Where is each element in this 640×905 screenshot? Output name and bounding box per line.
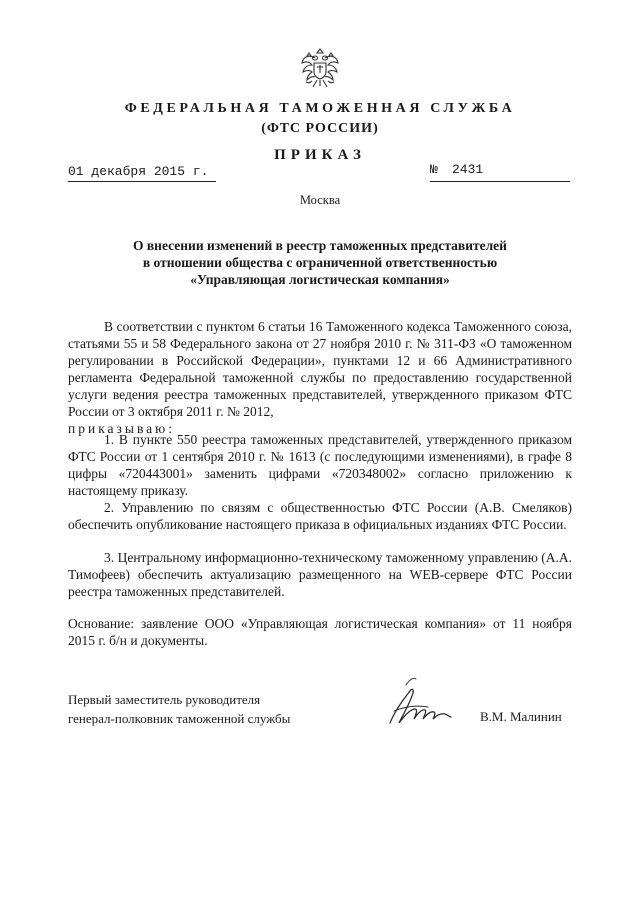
signer-position <box>68 690 290 728</box>
order-number-field <box>430 162 570 182</box>
agency-name: ФЕДЕРАЛЬНАЯ ТАМОЖЕННАЯ СЛУЖБА <box>124 101 516 116</box>
agency-abbreviation: (ФТС РОССИИ) <box>261 121 379 136</box>
basis-text: Основание: заявление ООО «Управляющая логистическая компания» от 11 ноября 2015 г. б/н и документы. <box>68 616 572 648</box>
handwritten-signature <box>384 675 472 735</box>
double-headed-eagle-emblem-icon <box>295 43 345 93</box>
item-1-text: 1. В пункте 550 реестра таможенных представителей, утвержденного приказом ФТС России от 1 сентября 2010 г. № 1613 (с последующими изменениями), в графе 8 цифры «720443001» заменить цифрами «720348002» согласно приложению к настоящему приказу. <box>68 432 572 498</box>
basis-paragraph <box>68 615 572 649</box>
title-line-3: «Управляющая логистическая компания» <box>190 272 450 287</box>
title-line-2: в отношении общества с ограниченной ответственностью <box>142 255 498 270</box>
issue-city: Москва <box>299 193 341 207</box>
signer-name: В.М. Малинин <box>480 709 562 724</box>
preamble-paragraph <box>68 318 572 437</box>
order-verb: приказываю: <box>68 421 175 436</box>
signer-position-line-1: Первый заместитель руководителя <box>68 692 261 707</box>
order-item-3 <box>68 549 572 600</box>
order-date: 01 декабря 2015 г. <box>68 164 216 182</box>
order-item-1 <box>68 431 572 499</box>
order-item-2 <box>68 499 572 533</box>
order-number: 2431 <box>452 162 484 177</box>
number-sign: № <box>430 162 438 177</box>
item-2-text: 2. Управлению по связям с общественностью ФТС России (А.В. Смеляков) обеспечить опубликование настоящего приказа в официальных изданиях ФТС России. <box>68 500 572 532</box>
document-type: ПРИКАЗ <box>274 147 366 163</box>
order-title <box>100 237 540 288</box>
title-line-1: О внесении изменений в реестр таможенных представителей <box>133 238 507 253</box>
signer-position-line-2: генерал-полковник таможенной службы <box>68 711 291 726</box>
item-3-text: 3. Центральному информационно-техническому таможенному управлению (А.А. Тимофеев) обеспечить актуализацию размещенного на WEB-сервере ФТС России реестра таможенных представителей. <box>68 550 572 599</box>
preamble-text: В соответствии с пунктом 6 статьи 16 Таможенного кодекса Таможенного союза, статьями 55 и 58 Федерального закона от 27 ноября 2010 г. № 311-ФЗ «О таможенном регулировании в Российской Федерации», пунктами 12 и 66 Административного регламента Федеральной таможенной службы по предоставлению государственной услуги ведения реестра таможенных представителей, утвержденного приказом ФТС России от 3 октября 2011 г. № 2012, <box>68 319 572 419</box>
